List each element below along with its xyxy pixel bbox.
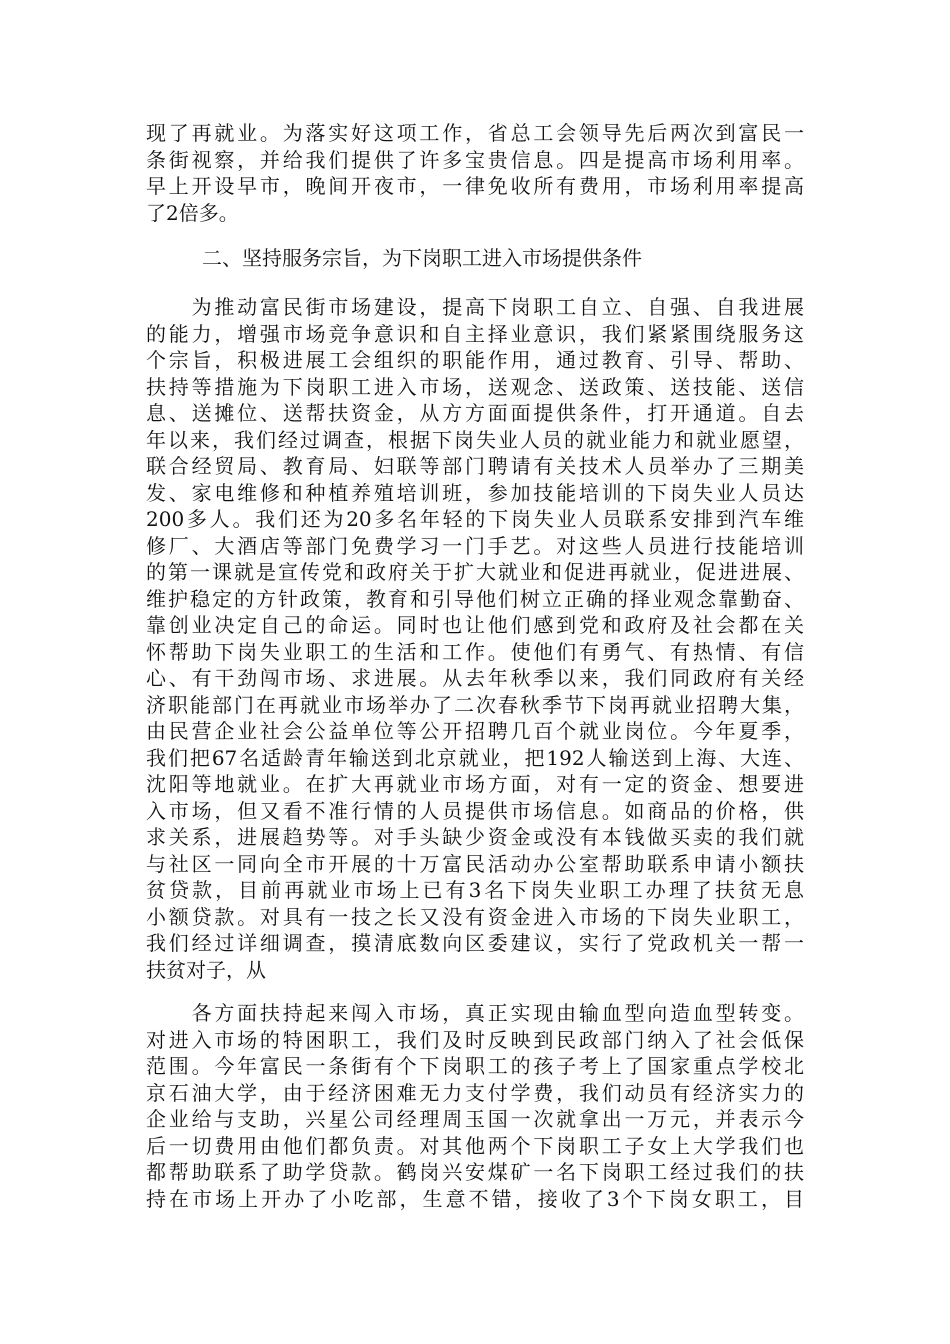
text-line: 持在市场上开办了小吃部，生意不错，接收了3个下岗女职工，目 [146, 1186, 804, 1211]
text-line: 贫贷款，目前再就业市场上已有3名下岗失业职工办理了扶贫无息 [146, 878, 804, 902]
text-line: 的第一课就是宣传党和政府关于扩大就业和促进再就业，促进进展、 [146, 560, 804, 584]
text-line: 息、送摊位、送帮扶资金，从方方面面提供条件，打开通道。自去 [146, 401, 804, 425]
text-line: 怀帮助下岗失业职工的生活和工作。使他们有勇气、有热情、有信 [146, 639, 804, 664]
text-line: 联合经贸局、教育局、妇联等部门聘请有关技术人员举办了三期美 [146, 454, 804, 478]
text-line: 扶贫对子，从 [146, 957, 266, 982]
text-line: 京石油大学，由于经济困难无力支付学费，我们动员有经济实力的 [146, 1080, 804, 1105]
text-line: 200多人。我们还为20多名年轻的下岗失业人员联系安排到汽车维 [146, 507, 804, 531]
text-line: 为推动富民街市场建设，提高下岗职工自立、自强、自我进展 [146, 295, 804, 319]
text-line: 条街视察，并给我们提供了许多宝贵信息。四是提高市场利用率。 [146, 147, 804, 172]
text-line: 靠创业决定自己的命运。同时也让他们感到党和政府及社会都在关 [146, 613, 804, 637]
text-line: 企业给与支助，兴星公司经理周玉国一次就拿出一万元，并表示今 [146, 1107, 804, 1131]
text-line: 范围。今年富民一条街有个下岗职工的孩子考上了国家重点学校北 [146, 1054, 804, 1078]
text-line: 后一切费用由他们都负责。对其他两个下岗职工子女上大学我们也 [146, 1133, 804, 1158]
text-line: 我们经过详细调查，摸清底数向区委建议，实行了党政机关一帮一 [146, 931, 804, 955]
text-line: 都帮助联系了助学贷款。鹤岗兴安煤矿一名下岗职工经过我们的扶 [146, 1160, 804, 1184]
text-line: 心、有干劲闯市场、求进展。从去年秋季以来，我们同政府有关经 [146, 666, 804, 690]
text-line: 小额贷款。对具有一技之长又没有资金进入市场的下岗失业职工， [146, 904, 804, 929]
text-line: 求关系，进展趋势等。对手头缺少资金或没有本钱做买卖的我们就 [146, 825, 804, 849]
text-line: 的能力，增强市场竞争意识和自主择业意识，我们紧紧围绕服务这 [146, 321, 804, 346]
text-line: 扶持等措施为下岗职工进入市场，送观念、送政策、送技能、送信 [146, 374, 804, 399]
text-line: 修厂、大酒店等部门免费学习一门手艺。对这些人员进行技能培训 [146, 533, 804, 558]
text-line: 各方面扶持起来闯入市场，真正实现由输血型向造血型转变。 [146, 1001, 804, 1025]
text-line: 维护稳定的方针政策，教育和引导他们树立正确的择业观念靠勤奋、 [146, 586, 804, 611]
text-line: 对进入市场的特困职工，我们及时反映到民政部门纳入了社会低保 [146, 1027, 804, 1052]
text-line: 与社区一同向全市开展的十万富民活动办公室帮助联系申请小额扶 [146, 851, 804, 876]
text-line: 早上开设早市，晚间开夜市，一律免收所有费用，市场利用率提高 [146, 174, 804, 198]
text-line: 现了再就业。为落实好这项工作，省总工会领导先后两次到富民一 [146, 121, 804, 145]
text-line: 个宗旨，积极进展工会组织的职能作用，通过教育、引导、帮助、 [146, 348, 804, 372]
text-line: 年以来，我们经过调查，根据下岗失业人员的就业能力和就业愿望， [146, 427, 804, 452]
text-line: 了2倍多。 [146, 200, 239, 225]
section-heading: 二、坚持服务宗旨，为下岗职工进入市场提供条件 [202, 246, 642, 270]
paragraph-continuation [146, 120, 804, 226]
text-line: 沈阳等地就业。在扩大再就业市场方面，对有一定的资金、想要进 [146, 772, 804, 796]
text-line: 我们把67名适龄青年输送到北京就业，把192人输送到上海、大连、 [146, 745, 804, 770]
paragraph-continued-page [146, 1000, 804, 1212]
text-line: 入市场，但又看不准行情的人员提供市场信息。如商品的价格，供 [146, 798, 804, 823]
paragraph-section-two [146, 294, 804, 983]
text-line: 发、家电维修和种植养殖培训班，参加技能培训的下岗失业人员达 [146, 480, 804, 505]
text-line: 由民营企业社会公益单位等公开招聘几百个就业岗位。今年夏季， [146, 719, 804, 743]
text-line: 济职能部门在再就业市场举办了二次春秋季节下岗再就业招聘大集， [146, 692, 804, 717]
